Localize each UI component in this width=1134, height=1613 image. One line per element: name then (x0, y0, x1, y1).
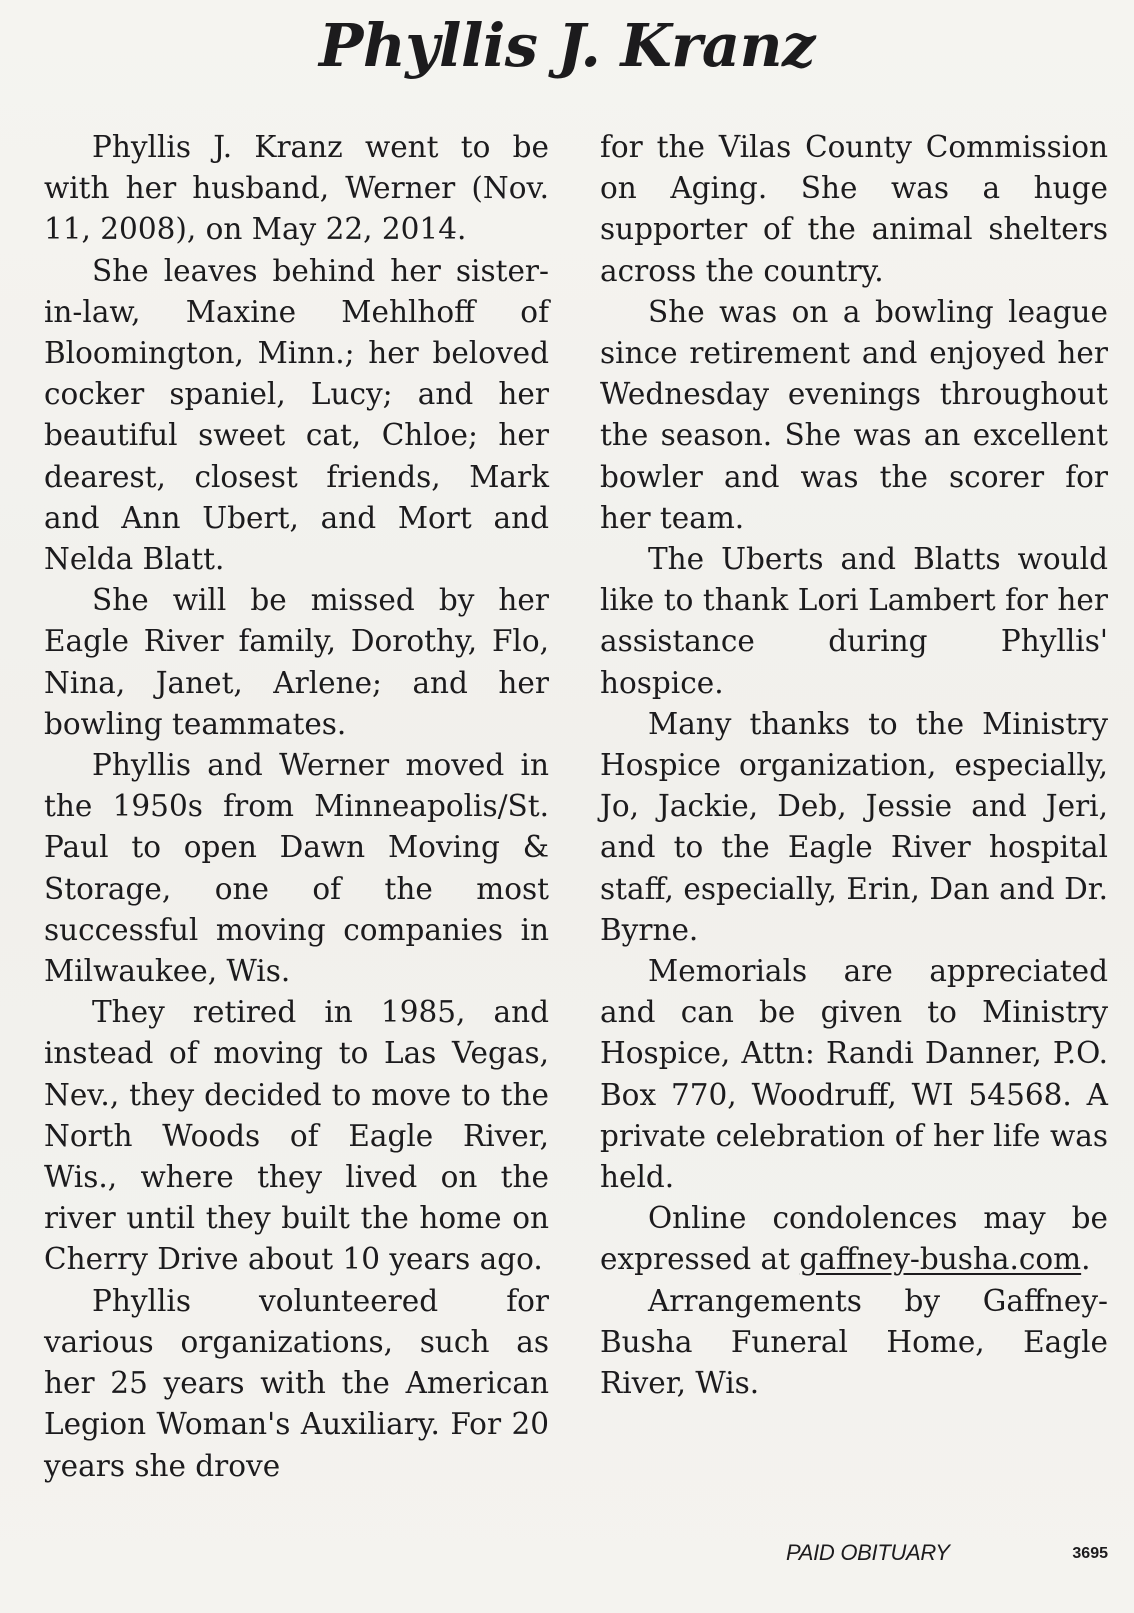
obituary-title: Phyllis J. Kranz (319, 11, 815, 80)
paragraph-arrangements: Arrangements by Gaffney-Busha Funeral Home, Eagle River, Wis. (600, 1283, 1108, 1401)
condolences-link[interactable]: gaffney-busha.com (799, 1242, 1082, 1277)
paragraph-memorials: Memorials are appreciated and can be given to Ministry Hospice, Attn: Randi Danner, P.O. Box 770, Woodruff, WI 54568. A private celebration of her life was held. (600, 954, 1108, 1195)
right-column (600, 127, 1108, 1404)
paragraph-volunteering: Phyllis volunteered for various organizations, such as her 25 years with the American Legion Woman's Auxiliary. For 20 years she drove (44, 1283, 549, 1483)
paragraph-moving-business: Phyllis and Werner moved in the 1950s from Minneapolis/St. Paul to open Dawn Moving & Storage, one of the most successful moving companies in Milwaukee, Wis. (44, 748, 549, 989)
paragraph-thanks-hospice: Many thanks to the Ministry Hospice organization, especially, Jo, Jackie, Deb, Jessie and Jeri, and to the Eagle River hospital staff, especially, Erin, Dan and Dr. Byrne. (600, 706, 1108, 947)
obituary-footer (600, 1536, 1108, 1576)
paragraph-opening: Phyllis J. Kranz went to be with her husband, Werner (Nov. 11, 2008), on May 22, 2014. (44, 130, 549, 247)
condolences-period: . (1081, 1242, 1091, 1277)
ad-code: 3695 (1072, 1545, 1108, 1562)
condolences-text: Online condolences may be expressed at (600, 1201, 1108, 1277)
paragraph-thanks-lambert: The Uberts and Blatts would like to thank Lori Lambert for her assistance during Phyllis' hospice. (600, 542, 1108, 700)
paragraph-survivors: She leaves behind her sister-in-law, Maxine Mehlhoff of Bloomington, Minn.; her beloved cocker spaniel, Lucy; and her beautiful sweet cat, Chloe; her dearest, closest friends, Mark and Ann Ubert, and Mort and Nelda Blatt. (44, 253, 549, 577)
left-column (44, 127, 549, 1487)
paragraph-bowling: She was on a bowling league since retirement and enjoyed her Wednesday evenings throughout the season. She was an excellent bowler and was the scorer for her team. (600, 294, 1108, 535)
paragraph-retirement: They retired in 1985, and instead of moving to Las Vegas, Nev., they decided to move to the North Woods of Eagle River, Wis., where they lived on the river until they built the home on Cherry Drive about 10 years ago. (44, 995, 549, 1277)
paragraph-condolences (600, 1198, 1108, 1280)
paid-obituary-label: PAID OBITUARY (786, 1540, 950, 1565)
paragraph-volunteering-continued: for the Vilas County Commission on Aging. She was a huge supporter of the animal shelters across the country. (600, 130, 1108, 288)
paragraph-eagle-river-family: She will be missed by her Eagle River family, Dorothy, Flo, Nina, Janet, Arlene; and her bowling teammates. (44, 583, 549, 741)
